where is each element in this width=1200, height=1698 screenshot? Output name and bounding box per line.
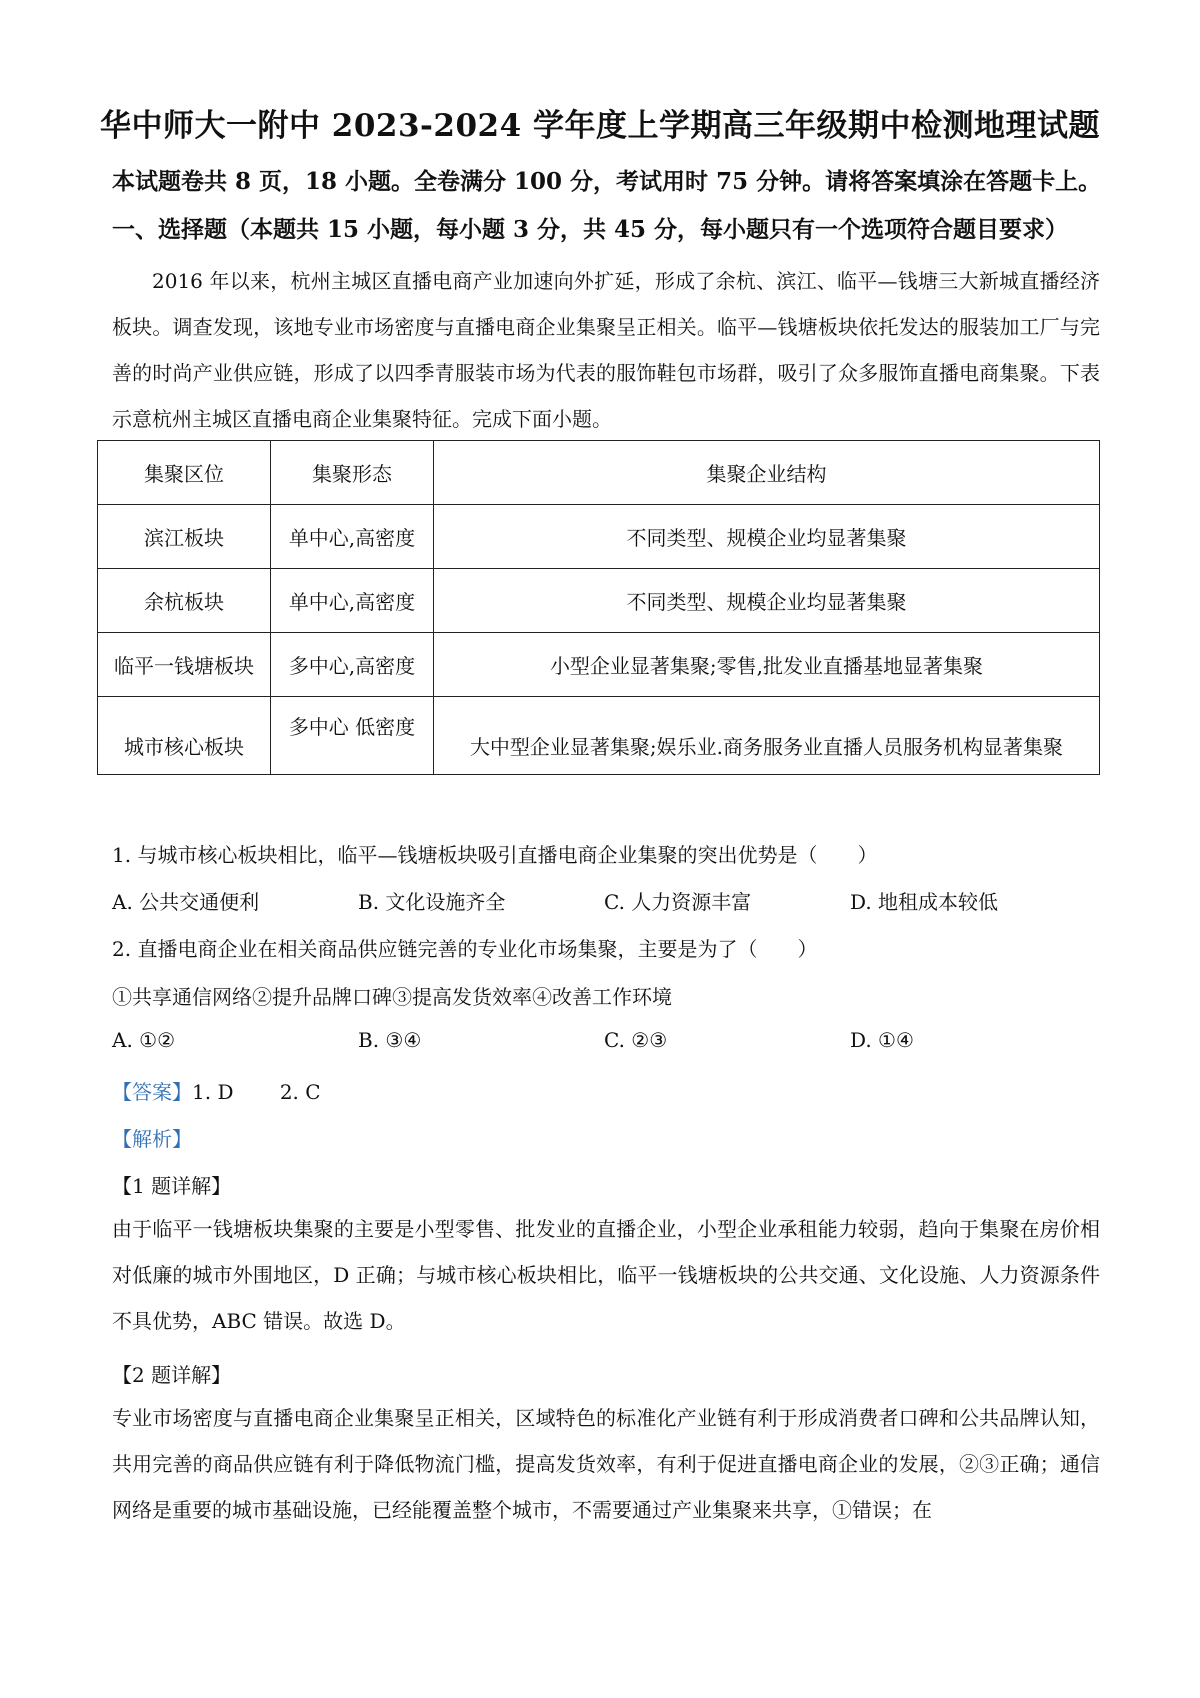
detail-2-heading: 【2 题详解】 <box>112 1363 232 1387</box>
table-row <box>98 569 1100 633</box>
detail-1-heading: 【1 题详解】 <box>112 1174 232 1198</box>
reading-passage: 2016 年以来，杭州主城区直播电商产业加速向外扩延，形成了余杭、滨江、临平—钱塘三大新城直播经济板块。调查发现，该地专业市场密度与直播电商企业集聚呈正相关。临平—钱塘板块依托发达的服装加工厂与完善的时尚产业供应链，形成了以四季青服装市场为代表的服饰鞋包市场群，吸引了众多服饰直播电商集聚。下表示意杭州主城区直播电商企业集聚特征。完成下面小题。 <box>112 269 1100 431</box>
analysis-tag: 【解析】 <box>112 1127 192 1151</box>
option-c: C. 人力资源丰富 <box>604 890 752 914</box>
table-row <box>98 633 1100 697</box>
table-header-cell: 集聚形态 <box>271 441 434 505</box>
option-b: B. ③④ <box>358 1028 422 1052</box>
agglomeration-table <box>97 440 1100 775</box>
table-cell: 单中心,高密度 <box>271 505 434 569</box>
option-c: C. ②③ <box>604 1028 668 1052</box>
table-header-cell: 集聚企业结构 <box>434 441 1100 505</box>
table-header-row <box>98 441 1100 505</box>
answer-text: 1. D 2. C <box>192 1080 321 1104</box>
table-cell: 单中心,高密度 <box>271 569 434 633</box>
table-cell: 不同类型、规模企业均显著集聚 <box>434 505 1100 569</box>
section-heading: 一、选择题（本题共 15 小题，每小题 3 分，共 45 分，每小题只有一个选项符合题目要求） <box>112 216 1069 243</box>
option-b: B. 文化设施齐全 <box>358 890 506 914</box>
question-1-stem: 1. 与城市核心板块相比，临平—钱塘板块吸引直播电商企业集聚的突出优势是（ ） <box>112 843 878 867</box>
answer-line <box>112 1076 321 1105</box>
detail-2-text: 专业市场密度与直播电商企业集聚呈正相关，区域特色的标准化产业链有利于形成消费者口碑和公共品牌认知，共用完善的商品供应链有利于降低物流门槛，提高发货效率，有利于促进直播电商企业的发展，②③正确；通信网络是重要的城市基础设施，已经能覆盖整个城市，不需要通过产业集聚来共享，①错误；在 <box>112 1406 1100 1522</box>
option-d: D. ①④ <box>850 1028 914 1052</box>
table-header-cell: 集聚区位 <box>98 441 271 505</box>
table-cell: 多中心 低密度 <box>271 697 434 775</box>
table-cell: 多中心,高密度 <box>271 633 434 697</box>
detail-1-text: 由于临平一钱塘板块集聚的主要是小型零售、批发业的直播企业，小型企业承租能力较弱，趋向于集聚在房价相对低廉的城市外围地区，D 正确；与城市核心板块相比，临平一钱塘板块的公共交通、文化设施、人力资源条件不具优势，ABC 错误。故选 D。 <box>112 1217 1100 1333</box>
table-cell: 城市核心板块 <box>98 697 271 775</box>
option-a: A. 公共交通便利 <box>112 890 260 914</box>
table-cell: 余杭板块 <box>98 569 271 633</box>
answer-tag: 【答案】 <box>112 1080 192 1104</box>
table-cell: 临平一钱塘板块 <box>98 633 271 697</box>
question-2-stem: 2. 直播电商企业在相关商品供应链完善的专业化市场集聚，主要是为了（ ） <box>112 937 818 961</box>
table-cell: 小型企业显著集聚;零售,批发业直播基地显著集聚 <box>434 633 1100 697</box>
exam-title: 华中师大一附中 2023-2024 学年度上学期高三年级期中检测地理试题 <box>99 108 1100 144</box>
table-cell: 大中型企业显著集聚;娱乐业.商务服务业直播人员服务机构显著集聚 <box>434 697 1100 775</box>
table-row <box>98 697 1100 775</box>
option-d: D. 地租成本较低 <box>850 890 999 914</box>
option-a: A. ①② <box>112 1028 176 1052</box>
question-2-statements: ①共享通信网络②提升品牌口碑③提高发货效率④改善工作环境 <box>112 985 672 1009</box>
table-row <box>98 505 1100 569</box>
table-cell: 不同类型、规模企业均显著集聚 <box>434 569 1100 633</box>
table-cell: 滨江板块 <box>98 505 271 569</box>
exam-info: 本试题卷共 8 页，18 小题。全卷满分 100 分，考试用时 75 分钟。请将答案填涂在答题卡上。 <box>112 168 1102 195</box>
